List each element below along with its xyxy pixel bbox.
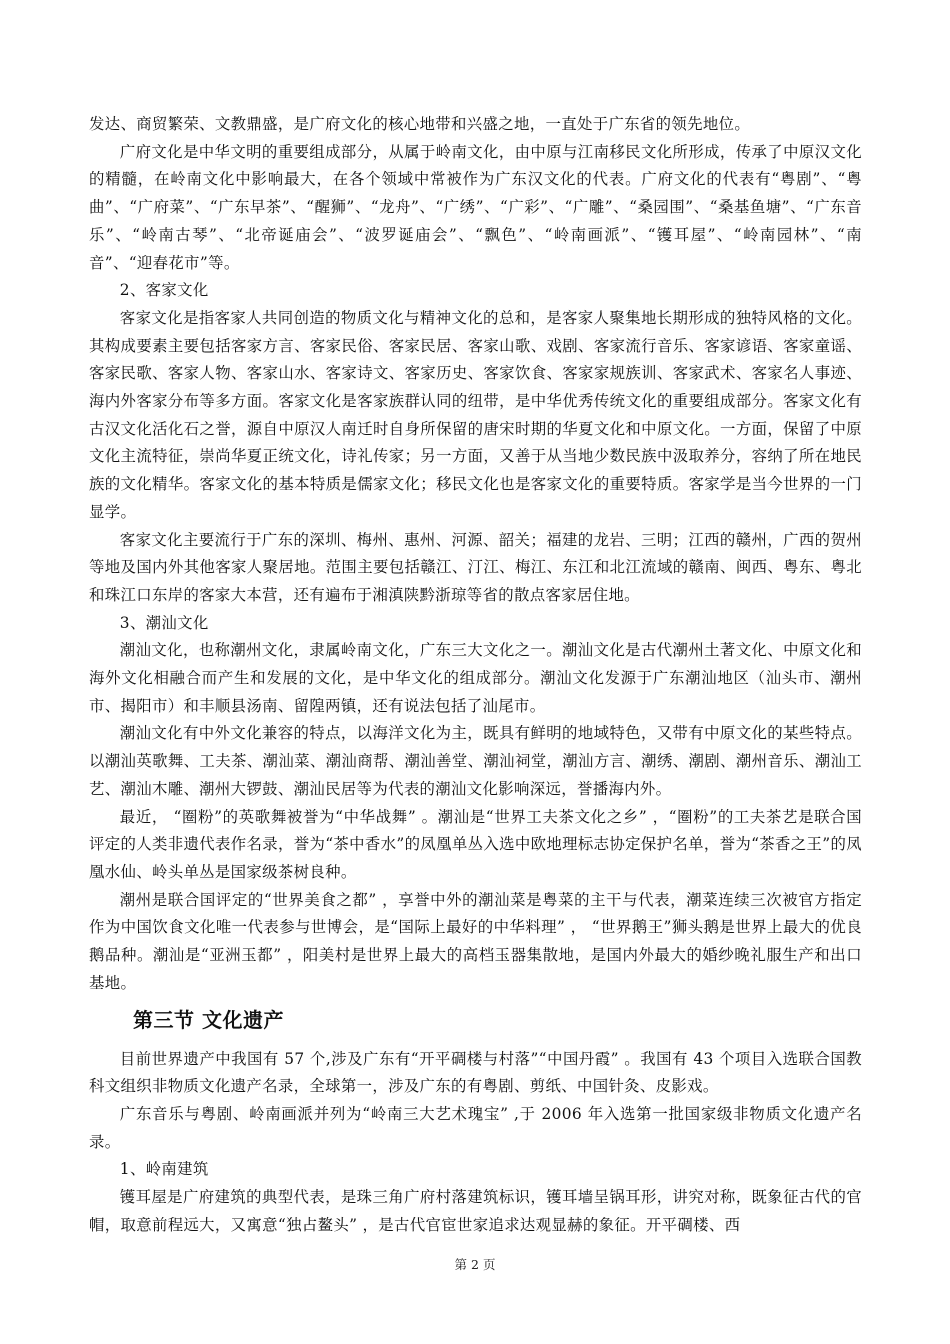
subheading-chaoshan-culture: 3、潮汕文化 — [119, 613, 209, 632]
paragraph-chaoshan-definition: 潮汕文化，也称潮州文化，隶属岭南文化，广东三大文化之一。潮汕文化是古代潮州土著文化、中原文化和海外文化相融合而产生和发展的文化，是中华文化的组成部分。潮汕文化发源于广东潮汕地区（汕头市、潮州市、揭阳市）和丰顺县汤南、留隍两镇，还有说法包括了汕尾市。 — [89, 641, 862, 715]
page-number-footer: 第 2 页 — [454, 1257, 496, 1272]
section-heading-cultural-heritage: 第三节 文化遗产 — [133, 1007, 284, 1032]
paragraph-chaoshan-features: 潮汕文化有中外文化兼容的特点，以海洋文化为主，既具有鲜明的地域特色，又带有中原文化的某些特点。以潮汕英歌舞、工夫茶、潮汕菜、潮汕商帮、潮汕善堂、潮汕祠堂，潮汕方言、潮绣、潮剧、潮州音乐、潮汕工艺、潮汕木雕、潮州大锣鼓、潮汕民居等为代表的潮汕文化影响深远，誉播海内外。 — [89, 724, 862, 798]
paragraph-chaoshan-food: 潮州是联合国评定的“世界美食之都” ，享誉中外的潮汕菜是粤菜的主干与代表，潮菜连续三次被官方指定作为中国饮食文化唯一代表参与世博会，是“国际上最好的中华料理” ， “世界鹅王”狮头鹅是世界上最大的优良鹅品种。潮汕是“亚洲玉都” ，阳美村是世界上最大的高档玉器集散地，是国内外最大的婚纱晚礼服生产和出口基地。 — [89, 890, 862, 992]
document-body — [89, 111, 862, 1239]
paragraph-guangdong-music: 广东音乐与粤剧、岭南画派并列为“岭南三大艺术瑰宝” ,于 2006 年入选第一批国家级非物质文化遗产名录。 — [89, 1104, 862, 1151]
paragraph-continuation: 发达、商贸繁荣、文教鼎盛，是广府文化的核心地带和兴盛之地，一直处于广东省的领先地位。 — [89, 115, 751, 133]
paragraph-hakka-distribution: 客家文化主要流行于广东的深圳、梅州、惠州、河源、韶关；福建的龙岩、三明；江西的赣州，广西的贺州等地及国内外其他客家人聚居地。范围主要包括赣江、汀江、梅江、东江和北江流域的赣南、闽西、粤东、粤北和珠江口东岸的客家大本营，还有遍布于湘滇陕黔浙琼等省的散点客家居住地。 — [89, 530, 862, 604]
paragraph-guangfu-culture: 广府文化是中华文明的重要组成部分，从属于岭南文化，由中原与江南移民文化所形成，传承了中原汉文化的精髓，在岭南文化中影响最大，在各个领域中常被作为广东汉文化的代表。广府文化的代表有“粤剧”、“粤曲”、“广府菜”、“广东早茶”、“醒狮”、“龙舟”、“广绣”、“广彩”、“广雕”、“桑园围”、“桑基鱼塘”、“广东音乐”、“岭南古琴”、“北帝诞庙会”、“波罗诞庙会”、“飘色”、“岭南画派”、“镬耳屋”、“岭南园林”、“南音”、“迎春花市”等。 — [89, 142, 862, 272]
subheading-hakka-culture: 2、客家文化 — [119, 281, 209, 300]
paragraph-hakka-definition: 客家文化是指客家人共同创造的物质文化与精神文化的总和，是客家人聚集地长期形成的独特风格的文化。其构成要素主要包括客家方言、客家民俗、客家民居、客家山歌、戏剧、客家流行音乐、客家谚语、客家童谣、客家民歌、客家人物、客家山水、客家诗文、客家历史、客家饮食、客家家规族训、客家武术、客家名人事迹、海内外客家分布等多方面。客家文化是客家族群认同的纽带，是中华优秀传统文化的重要组成部分。客家文化有古汉文化活化石之誉，源自中原汉人南迁时自身所保留的唐宋时期的华夏文化和中原文化。一方面，保留了中原文化主流特征，崇尚华夏正统文化，诗礼传家；另一方面，又善于从当地少数民族中汲取养分，容纳了所在地民族的文化精华。客家文化的基本特质是儒家文化；移民文化也是客家文化的重要特质。客家学是当今世界的一门显学。 — [89, 308, 862, 521]
paragraph-chaoshan-tea: 最近， “圈粉”的英歌舞被誉为“中华战舞” 。潮汕是“世界工夫茶文化之乡” ，“圈粉”的工夫茶艺是联合国评定的人类非遗代表作名录，誉为“茶中香水”的凤凰单丛入选中欧地理标志协定保护名单，誉为“茶香之王”的凤凰水仙、岭头单丛是国家级茶树良种。 — [89, 807, 862, 881]
paragraph-world-heritage: 目前世界遗产中我国有 57 个,涉及广东有“开平碉楼与村落”“中国丹霞” 。我国有 43 个项目入选联合国教科文组织非物质文化遗产名录，全球第一，涉及广东的有粤剧、剪纸、中国针灸、皮影戏。 — [89, 1049, 862, 1096]
paragraph-huoer-house: 镬耳屋是广府建筑的典型代表，是珠三角广府村落建筑标识，镬耳墙呈锅耳形，讲究对称，既象征古代的官帽，取意前程远大，又寓意“独占鳌头” ，是古代官宦世家追求达观显赫的象征。开平碉楼、西 — [89, 1188, 862, 1234]
subheading-lingnan-architecture: 1、岭南建筑 — [119, 1160, 209, 1179]
